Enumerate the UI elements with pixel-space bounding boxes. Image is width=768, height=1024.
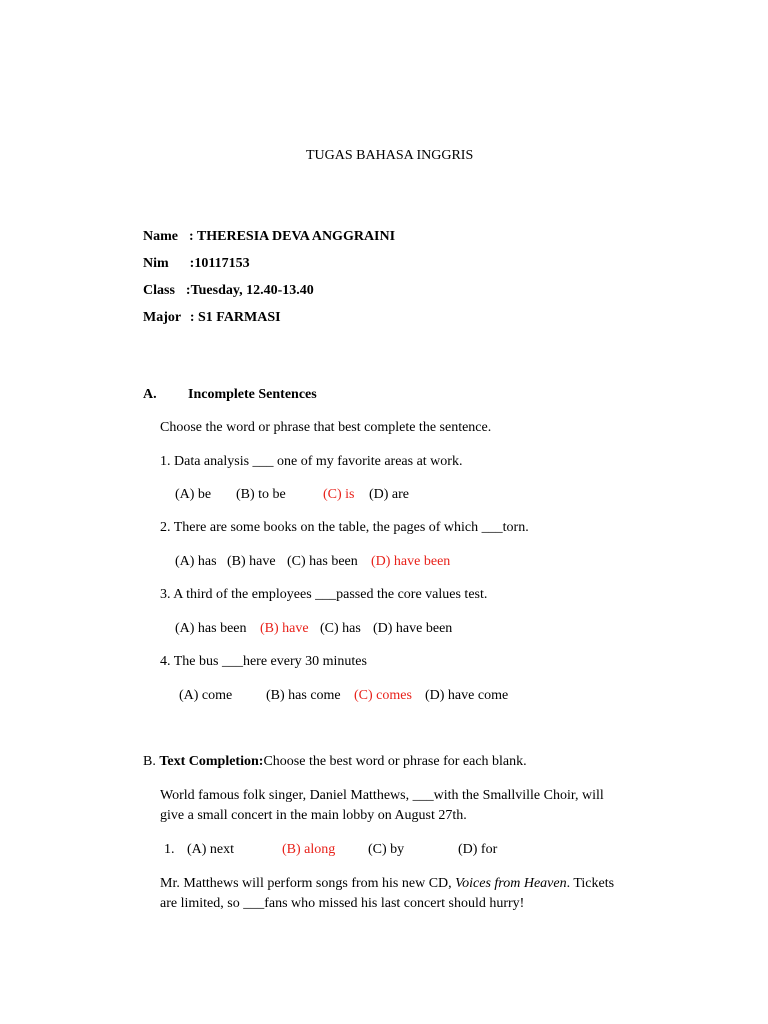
q2-option-b: (B) have — [227, 554, 276, 569]
document-title: TUGAS BAHASA INGGRIS — [306, 148, 474, 163]
nim-value: 10117153 — [194, 256, 250, 271]
nim-row — [143, 255, 250, 273]
b-question-1-options — [164, 841, 564, 859]
q4-option-d: (D) have come — [425, 688, 509, 703]
b-q1-option-d: (D) for — [458, 842, 498, 857]
question-2-options — [175, 553, 575, 571]
q1-option-d: (D) are — [369, 487, 410, 502]
q3-option-a: (A) has been — [175, 621, 247, 636]
major-value: S1 FARMASI — [198, 310, 281, 325]
b-q1-option-c: (C) by — [368, 842, 405, 857]
q3-option-c: (C) has — [320, 621, 361, 636]
class-row — [143, 282, 314, 300]
section-b-instruction: Choose the best word or phrase for each blank. — [263, 754, 527, 769]
q3-option-d: (D) have been — [373, 621, 453, 636]
q4-option-a: (A) come — [179, 688, 233, 703]
passage-1-line-1: World famous folk singer, Daniel Matthews, ___with the Smallville Choir, will — [160, 788, 604, 803]
class-label: Class — [143, 283, 175, 298]
question-4-text: 4. The bus ___here every 30 minutes — [160, 654, 367, 669]
passage-2-line-1-end: . Tickets — [566, 876, 615, 891]
passage-2-line-2: are limited, so ___fans who missed his last concert should hurry! — [160, 896, 525, 911]
question-4-options — [179, 687, 579, 705]
b-q1-option-b-answer: (B) along — [282, 842, 336, 857]
b-q1-option-a: (A) next — [187, 842, 235, 857]
nim-label: Nim — [143, 256, 169, 271]
q4-option-b: (B) has come — [266, 688, 341, 703]
section-a-heading: Incomplete Sentences — [188, 387, 317, 402]
section-b-letter: B. — [143, 754, 156, 769]
q3-option-b-answer: (B) have — [260, 621, 309, 636]
q2-option-c: (C) has been — [287, 554, 358, 569]
question-1-options — [175, 486, 575, 504]
question-2-text: 2. There are some books on the table, the pages of which ___torn. — [160, 520, 529, 535]
section-b-heading: Text Completion: — [159, 754, 264, 769]
question-3-options — [175, 620, 575, 638]
nim-separator: : — [189, 256, 195, 271]
passage-1-line-2: give a small concert in the main lobby on August 27th. — [160, 808, 467, 823]
section-b-header — [143, 753, 527, 771]
major-row — [143, 309, 281, 327]
name-row — [143, 228, 395, 246]
question-3-text: 3. A third of the employees ___passed the core values test. — [160, 587, 488, 602]
q1-option-a: (A) be — [175, 487, 212, 502]
q4-option-c-answer: (C) comes — [354, 688, 412, 703]
question-1-text: 1. Data analysis ___ one of my favorite areas at work. — [160, 454, 463, 469]
section-a-instruction: Choose the word or phrase that best complete the sentence. — [160, 420, 492, 435]
q1-option-b: (B) to be — [236, 487, 286, 502]
major-label: Major — [143, 310, 181, 325]
class-separator: : — [185, 283, 191, 298]
q2-option-a: (A) has — [175, 554, 217, 569]
major-separator: : — [189, 310, 195, 325]
q1-option-c-answer: (C) is — [323, 487, 355, 502]
cd-title-italic: Voices from Heaven — [455, 876, 567, 891]
passage-2-line-1-start: Mr. Matthews will perform songs from his new CD, — [160, 876, 456, 891]
name-separator: : — [189, 229, 194, 244]
class-value: Tuesday, 12.40-13.40 — [190, 283, 314, 298]
name-label: Name — [143, 229, 178, 244]
passage-2-line-1 — [160, 875, 614, 893]
name-value: THERESIA DEVA ANGGRAINI — [196, 229, 396, 244]
section-a-letter: A. — [143, 387, 157, 402]
b-q1-number: 1. — [164, 842, 175, 857]
q2-option-d-answer: (D) have been — [371, 554, 451, 569]
